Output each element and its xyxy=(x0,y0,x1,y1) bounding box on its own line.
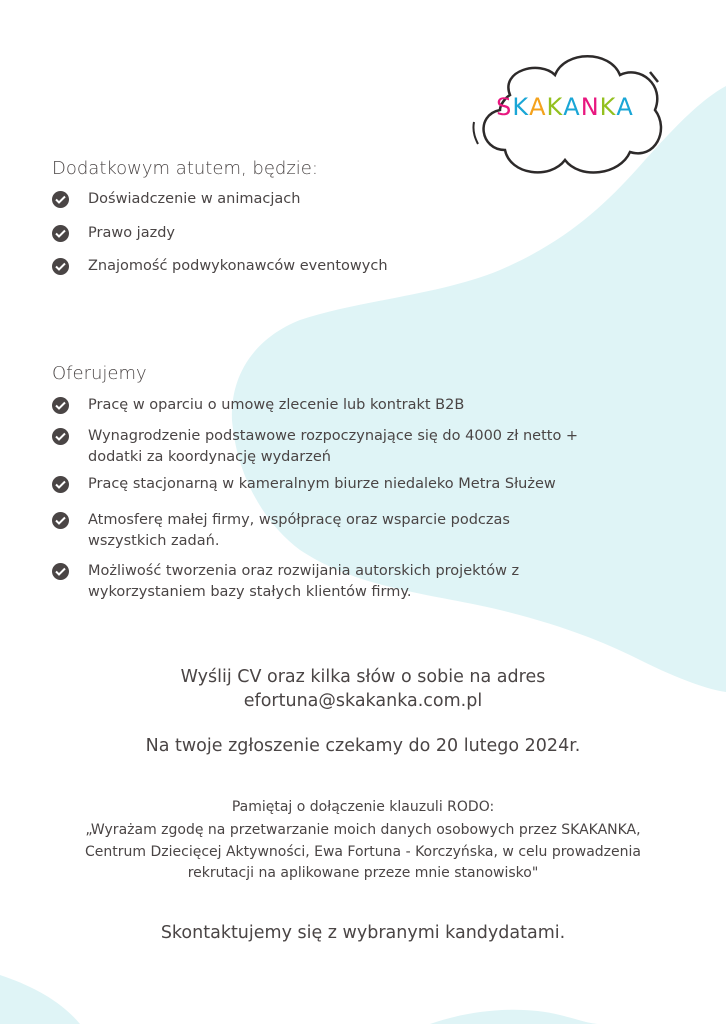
skakanka-logo xyxy=(470,40,670,185)
logo-letter: K xyxy=(512,93,530,121)
check-circle-icon xyxy=(52,563,69,580)
closing-text: Skontaktujemy się z wybranymi kandydatami. xyxy=(160,923,566,943)
list-item-text: Znajomość podwykonawców eventowych xyxy=(88,258,388,274)
logo-letter: A xyxy=(616,93,634,121)
list-item-text xyxy=(88,561,519,603)
check-circle-icon xyxy=(52,476,69,493)
check-circle-icon xyxy=(52,428,69,445)
check-circle-icon xyxy=(52,512,69,529)
list-item-line: Pracę w oparciu o umowę zlecenie lub kontrakt B2B xyxy=(88,397,465,413)
logo-letter: K xyxy=(599,93,617,121)
list-item-text xyxy=(88,474,556,495)
logo-letter: A xyxy=(563,93,581,121)
rodo-clause-line: Centrum Dziecięcej Aktywności, Ewa Fortuna - Korczyńska, w celu prowadzenia xyxy=(85,844,641,860)
rodo-clause-line: rekrutacji na aplikowane przeze mnie stanowisko" xyxy=(187,865,539,881)
logo-letter: N xyxy=(580,93,600,121)
check-circle-icon xyxy=(52,191,69,208)
list-item-line: wykorzystaniem bazy stałych klientów firmy. xyxy=(88,584,412,600)
rodo-intro: Pamiętaj o dołączenie klauzuli RODO: xyxy=(231,799,495,815)
list-item-line: Wynagrodzenie podstawowe rozpoczynające się do 4000 zł netto + xyxy=(88,428,579,444)
list-item-text: Prawo jazdy xyxy=(88,225,175,241)
list-item-line: Pracę stacjonarną w kameralnym biurze niedaleko Metra Służew xyxy=(88,476,556,492)
list-item xyxy=(52,561,652,603)
rodo-clause-line: „Wyrażam zgodę na przetwarzanie moich danych osobowych przez SKAKANKA, xyxy=(85,822,641,838)
check-circle-icon xyxy=(52,397,69,414)
list-item-line: Możliwość tworzenia oraz rozwijania autorskich projektów z xyxy=(88,563,520,579)
contact-email: efortuna@skakanka.com.pl xyxy=(243,691,483,711)
logo-letter: S xyxy=(496,93,513,121)
list-item xyxy=(52,395,652,416)
logo-letter: A xyxy=(529,93,547,121)
list-item-text: Doświadczenie w animacjach xyxy=(88,191,301,207)
list-item-text xyxy=(88,395,464,416)
check-circle-icon xyxy=(52,225,69,242)
list-item-text xyxy=(88,426,578,468)
list-item xyxy=(52,426,652,468)
list-item xyxy=(52,474,652,495)
logo-letter: K xyxy=(546,93,564,121)
list-item-line: wszystkich zadań. xyxy=(88,533,220,549)
check-circle-icon xyxy=(52,258,69,275)
deadline-text: Na twoje zgłoszenie czekamy do 20 lutego 2024r. xyxy=(145,736,581,756)
list-item xyxy=(52,256,652,277)
contact-line: Wyślij CV oraz kilka słów o sobie na adres xyxy=(180,667,546,687)
offer-title: Oferujemy xyxy=(52,363,147,384)
extras-title: Dodatkowym atutem, będzie: xyxy=(52,158,318,179)
list-item xyxy=(52,189,652,210)
list-item xyxy=(52,223,652,244)
list-item-text xyxy=(88,510,510,552)
list-item xyxy=(52,510,652,552)
logo-wordmark xyxy=(470,93,660,121)
list-item-line: Atmosferę małej firmy, współpracę oraz wsparcie podczas xyxy=(88,512,510,528)
list-item-line: dodatki za koordynację wydarzeń xyxy=(88,449,331,465)
